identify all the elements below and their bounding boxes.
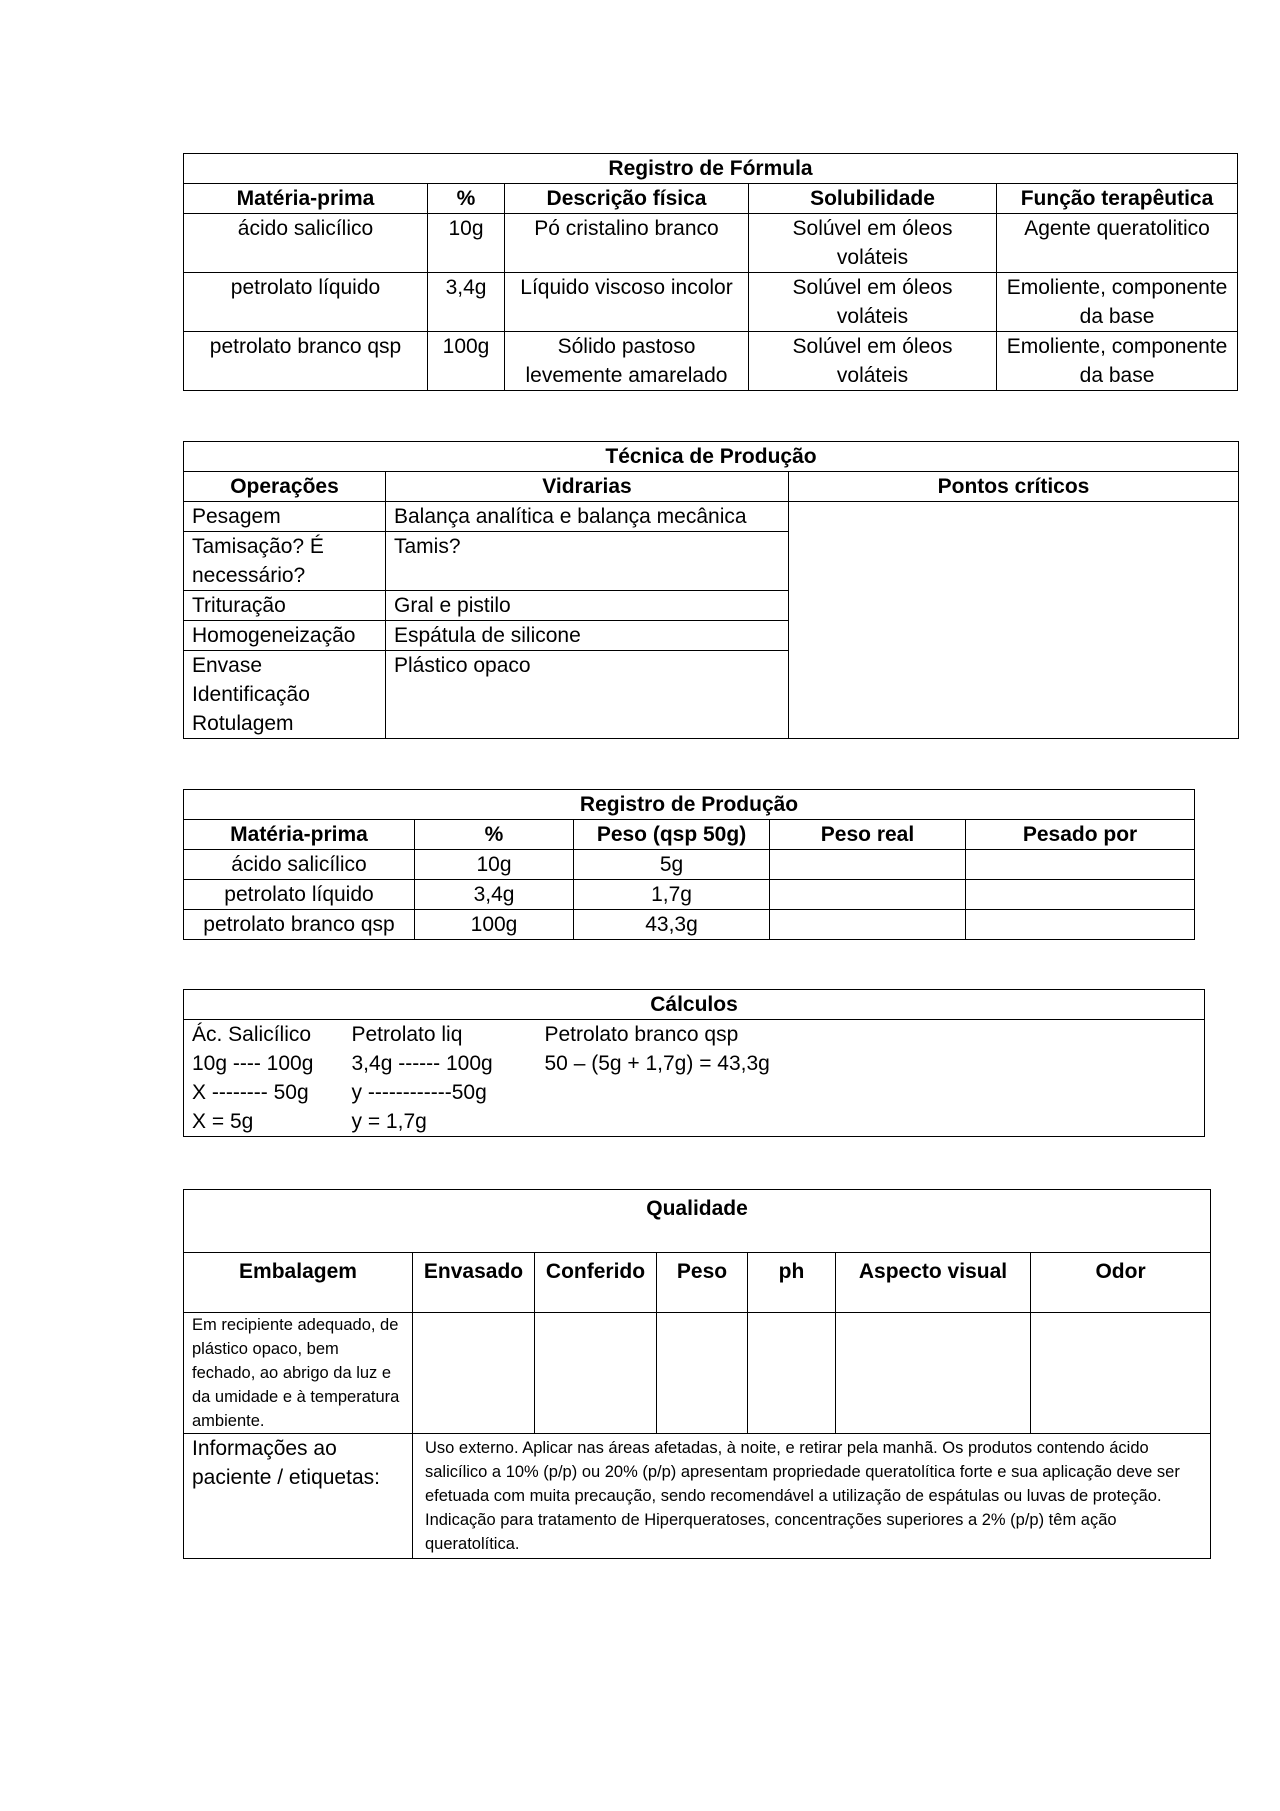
tecnica-cell: Tamisação? É necessário? bbox=[184, 532, 386, 591]
calculos-title: Cálculos bbox=[184, 990, 1205, 1020]
table-row bbox=[184, 910, 1195, 940]
formula-cell: 3,4g bbox=[428, 273, 505, 332]
producao-cell: 100g bbox=[415, 910, 574, 940]
tecnica-cell: Homogeneização bbox=[184, 621, 386, 651]
calc-line: y ------------50g bbox=[351, 1081, 487, 1104]
producao-cell: 5g bbox=[574, 850, 770, 880]
producao-cell: petrolato líquido bbox=[184, 880, 415, 910]
info-text-paragraph: Indicação para tratamento de Hiperqueratoses, concentrações superiores a 2% (p/p) têm ação queratolítica. bbox=[425, 1511, 1117, 1553]
qualidade-header: Peso bbox=[657, 1253, 748, 1313]
calc-line: 10g ---- 100g bbox=[192, 1052, 314, 1075]
producao-cell bbox=[770, 910, 966, 940]
embalagem-cell: Em recipiente adequado, de plástico opaco, bem fechado, ao abrigo da luz e da umidade e à temperatura ambiente. bbox=[184, 1313, 413, 1434]
calc-line: Petrolato branco qsp bbox=[544, 1023, 739, 1046]
tecnica-cell: Envase Identificação Rotulagem bbox=[184, 651, 386, 739]
tecnica-header: Vidrarias bbox=[386, 472, 789, 502]
calc-line: Ác. Salicílico bbox=[192, 1023, 312, 1046]
calc-line: X = 5g bbox=[192, 1110, 254, 1133]
formula-cell: ácido salicílico bbox=[184, 214, 428, 273]
tecnica-cell: Balança analítica e balança mecânica bbox=[386, 502, 789, 532]
formula-cell: 100g bbox=[428, 332, 505, 391]
odor-cell bbox=[1031, 1313, 1211, 1434]
producao-header: Matéria-prima bbox=[184, 820, 415, 850]
producao-header: % bbox=[415, 820, 574, 850]
formula-title: Registro de Fórmula bbox=[184, 154, 1238, 184]
tecnica-table bbox=[183, 441, 1239, 739]
formula-header: Descrição física bbox=[505, 184, 749, 214]
info-text-paragraph: Uso externo. Aplicar nas áreas afetadas, à noite, e retirar pela manhã. Os produtos contendo ácido salicílico a 10% (p/p) ou 20% (p/p) apresentam propriedade queratolítica forte e sua aplicação deve ser efetuada com muita precaução, sendo recomendável a utilização de espátulas ou luvas de proteção. bbox=[425, 1439, 1180, 1505]
producao-cell: 1,7g bbox=[574, 880, 770, 910]
tecnica-header: Operações bbox=[184, 472, 386, 502]
tecnica-cell: Trituração bbox=[184, 591, 386, 621]
producao-header: Peso real bbox=[770, 820, 966, 850]
producao-header: Pesado por bbox=[966, 820, 1195, 850]
producao-cell: 10g bbox=[415, 850, 574, 880]
producao-title: Registro de Produção bbox=[184, 790, 1195, 820]
qualidade-header: Odor bbox=[1031, 1253, 1211, 1313]
aspecto-visual-cell bbox=[836, 1313, 1031, 1434]
calc-col-acido bbox=[184, 1020, 344, 1137]
formula-cell: 10g bbox=[428, 214, 505, 273]
calc-line: X -------- 50g bbox=[192, 1081, 309, 1104]
ph-cell bbox=[748, 1313, 836, 1434]
producao-cell bbox=[770, 880, 966, 910]
formula-cell: Solúvel em óleos voláteis bbox=[749, 273, 997, 332]
tecnica-cell: Espátula de silicone bbox=[386, 621, 789, 651]
table-row bbox=[184, 273, 1238, 332]
formula-cell: Agente queratolitico bbox=[997, 214, 1238, 273]
formula-cell: Líquido viscoso incolor bbox=[505, 273, 749, 332]
qualidade-header: Conferido bbox=[535, 1253, 657, 1313]
producao-cell bbox=[966, 880, 1195, 910]
envasado-cell bbox=[413, 1313, 535, 1434]
calc-line: Petrolato liq bbox=[351, 1023, 463, 1046]
formula-cell: Pó cristalino branco bbox=[505, 214, 749, 273]
producao-cell: 3,4g bbox=[415, 880, 574, 910]
tecnica-cell: Gral e pistilo bbox=[386, 591, 789, 621]
formula-cell: Emoliente, componente da base bbox=[997, 273, 1238, 332]
formula-header: % bbox=[428, 184, 505, 214]
formula-cell: Solúvel em óleos voláteis bbox=[749, 214, 997, 273]
producao-cell bbox=[966, 910, 1195, 940]
calc-col-petrolato-liq bbox=[344, 1020, 537, 1137]
formula-header: Matéria-prima bbox=[184, 184, 428, 214]
table-row bbox=[184, 880, 1195, 910]
calc-col-petrolato-branco bbox=[537, 1020, 1205, 1137]
formula-cell: Sólido pastoso levemente amarelado bbox=[505, 332, 749, 391]
table-row bbox=[184, 332, 1238, 391]
producao-cell bbox=[770, 850, 966, 880]
producao-cell: ácido salicílico bbox=[184, 850, 415, 880]
pontos-criticos-cell bbox=[789, 502, 1239, 739]
producao-cell bbox=[966, 850, 1195, 880]
calc-line: 3,4g ------ 100g bbox=[351, 1052, 493, 1075]
tecnica-title: Técnica de Produção bbox=[184, 442, 1239, 472]
producao-cell: 43,3g bbox=[574, 910, 770, 940]
table-row bbox=[184, 850, 1195, 880]
qualidade-header: Embalagem bbox=[184, 1253, 413, 1313]
qualidade-header: Aspecto visual bbox=[836, 1253, 1031, 1313]
calculos-table bbox=[183, 989, 1205, 1137]
tecnica-cell: Pesagem bbox=[184, 502, 386, 532]
formula-cell: petrolato branco qsp bbox=[184, 332, 428, 391]
info-text-cell bbox=[413, 1434, 1211, 1559]
peso-cell bbox=[657, 1313, 748, 1434]
conferido-cell bbox=[535, 1313, 657, 1434]
producao-header: Peso (qsp 50g) bbox=[574, 820, 770, 850]
producao-table bbox=[183, 789, 1195, 940]
qualidade-header: ph bbox=[748, 1253, 836, 1313]
formula-cell: petrolato líquido bbox=[184, 273, 428, 332]
formula-header: Função terapêutica bbox=[997, 184, 1238, 214]
tecnica-cell: Tamis? bbox=[386, 532, 789, 591]
qualidade-header: Envasado bbox=[413, 1253, 535, 1313]
qualidade-table bbox=[183, 1189, 1211, 1559]
tecnica-cell: Plástico opaco bbox=[386, 651, 789, 739]
qualidade-title: Qualidade bbox=[184, 1190, 1211, 1253]
table-row bbox=[184, 502, 1239, 532]
formula-cell: Solúvel em óleos voláteis bbox=[749, 332, 997, 391]
producao-cell: petrolato branco qsp bbox=[184, 910, 415, 940]
info-label: Informações ao paciente / etiquetas: bbox=[184, 1434, 413, 1559]
calc-line: y = 1,7g bbox=[351, 1110, 427, 1133]
formula-cell: Emoliente, componente da base bbox=[997, 332, 1238, 391]
calc-line: 50 – (5g + 1,7g) = 43,3g bbox=[544, 1052, 770, 1075]
formula-table bbox=[183, 153, 1238, 391]
tecnica-header: Pontos críticos bbox=[789, 472, 1239, 502]
formula-header: Solubilidade bbox=[749, 184, 997, 214]
table-row bbox=[184, 214, 1238, 273]
